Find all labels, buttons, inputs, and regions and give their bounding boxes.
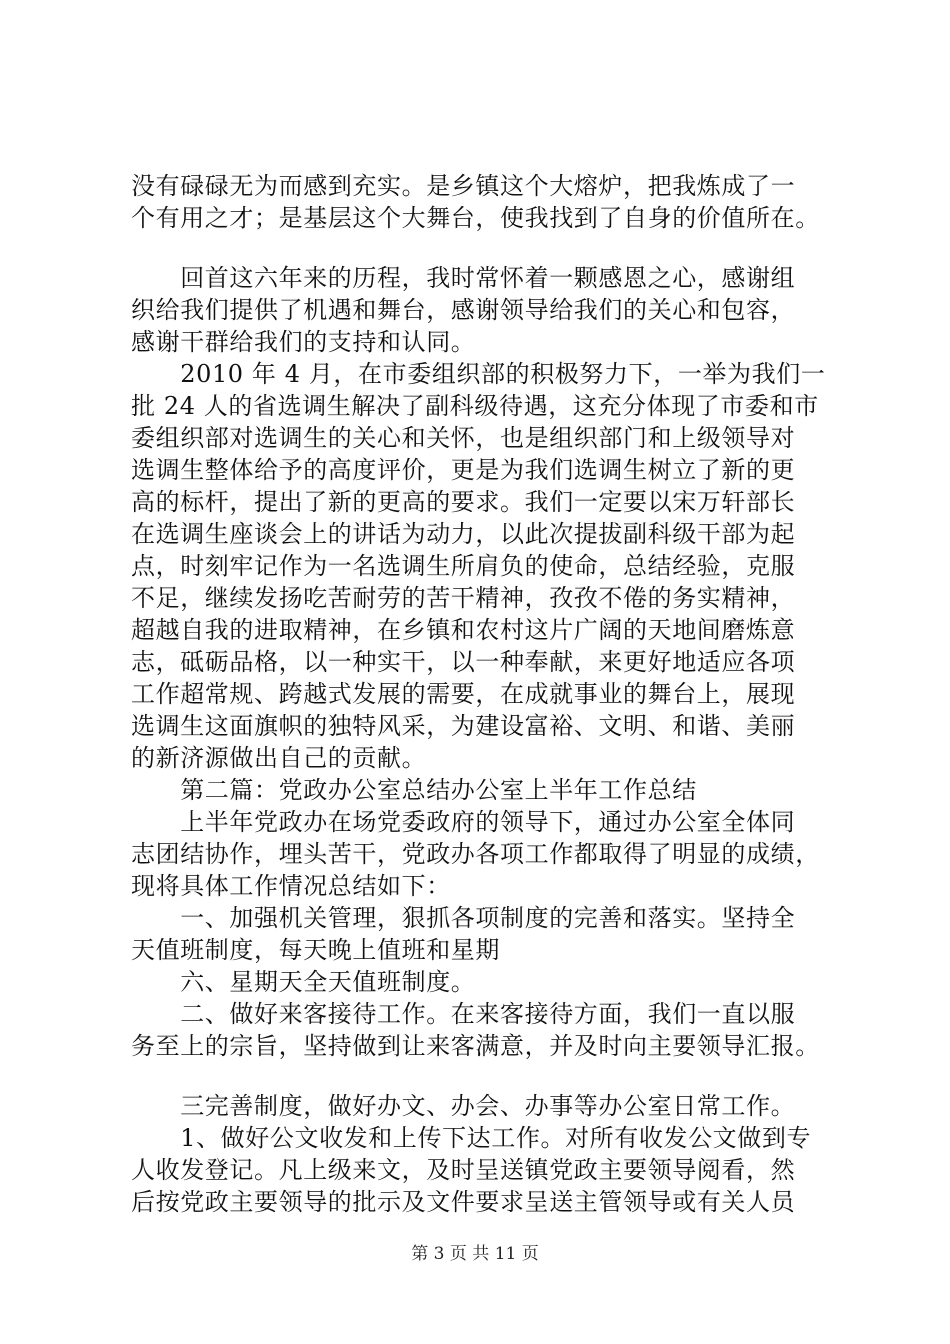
text-line: 人收发登记。凡上级来文，及时呈送镇党政主要领导阅看，然 (131, 1156, 796, 1184)
text-line: 现将具体工作情况总结如下： (131, 872, 451, 900)
text-line: 的新济源做出自己的贡献。 (131, 744, 427, 772)
text-line: 务至上的宗旨，坚持做到让来客满意，并及时向主要领导汇报。 (131, 1032, 820, 1060)
text-line: 在选调生座谈会上的讲话为动力，以此次提拔副科级干部为起 (131, 520, 796, 548)
text-line: 超越自我的进取精神，在乡镇和农村这片广阔的天地间磨炼意 (131, 616, 796, 644)
text-line: 后按党政主要领导的批示及文件要求呈送主管领导或有关人员 (131, 1188, 796, 1216)
text-line: 选调生这面旗帜的独特风采，为建设富裕、文明、和谐、美丽 (131, 712, 796, 740)
text-line: 上半年党政办在场党委政府的领导下，通过办公室全体同 (131, 808, 796, 836)
text-line: 委组织部对选调生的关心和关怀，也是组织部门和上级领导对 (131, 424, 796, 452)
text-line: 天值班制度，每天晚上值班和星期 (131, 936, 500, 964)
text-line: 三完善制度，做好办文、办会、办事等办公室日常工作。 (131, 1092, 796, 1120)
text-line: 批 24 人的省选调生解决了副科级待遇，这充分体现了市委和市 (131, 392, 819, 420)
text-line: 第二篇：党政办公室总结办公室上半年工作总结 (131, 776, 697, 804)
text-line: 工作超常规、跨越式发展的需要，在成就事业的舞台上，展现 (131, 680, 796, 708)
paragraph-gap (131, 234, 831, 262)
text-line: 织给我们提供了机遇和舞台，感谢领导给我们的关心和包容， (131, 296, 796, 324)
text-line: 六、星期天全天值班制度。 (131, 968, 476, 996)
text-line: 不足，继续发扬吃苦耐劳的苦干精神，孜孜不倦的务实精神， (131, 584, 796, 612)
text-line: 高的标杆，提出了新的更高的要求。我们一定要以宋万轩部长 (131, 488, 796, 516)
text-line: 二、做好来客接待工作。在来客接待方面，我们一直以服 (131, 1000, 796, 1028)
text-line: 志，砥砺品格，以一种实干，以一种奉献，来更好地适应各项 (131, 648, 796, 676)
document-body (131, 170, 831, 1218)
paragraph-gap (131, 1062, 831, 1090)
text-line: 志团结协作，埋头苦干，党政办各项工作都取得了明显的成绩， (131, 840, 820, 868)
text-line: 一、加强机关管理，狠抓各项制度的完善和落实。坚持全 (131, 904, 796, 932)
page-footer: 第 3 页 共 11 页 (411, 1244, 539, 1264)
text-line: 回首这六年来的历程，我时常怀着一颗感恩之心，感谢组 (131, 264, 796, 292)
text-line: 个有用之才；是基层这个大舞台，使我找到了自身的价值所在。 (131, 204, 820, 232)
text-line: 2010 年 4 月，在市委组织部的积极努力下，一举为我们一 (131, 360, 826, 388)
text-line: 没有碌碌无为而感到充实。是乡镇这个大熔炉，把我炼成了一 (131, 172, 796, 200)
text-line: 感谢干群给我们的支持和认同。 (131, 328, 476, 356)
text-line: 点，时刻牢记作为一名选调生所肩负的使命，总结经验，克服 (131, 552, 796, 580)
text-line: 1、做好公文收发和上传下达工作。对所有收发公文做到专 (131, 1124, 812, 1152)
text-line: 选调生整体给予的高度评价，更是为我们选调生树立了新的更 (131, 456, 796, 484)
